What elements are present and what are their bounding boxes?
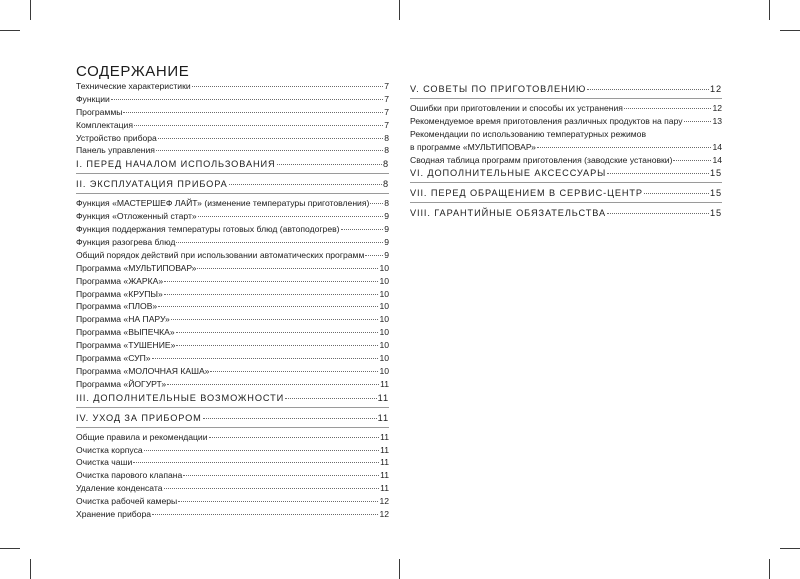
divider	[410, 98, 722, 99]
toc-section-2[interactable]: II. ЭКСПЛУАТАЦИЯ ПРИБОРА 8	[76, 179, 389, 190]
toc-entry[interactable]: Очистка корпуса 11	[76, 444, 389, 455]
crop-mark-top-right-h	[780, 30, 800, 31]
toc-section-4-list	[76, 431, 389, 521]
toc-entry[interactable]: Устройство прибора 8	[76, 132, 389, 143]
toc-entry[interactable]: Ошибки при приготовлении и способы их устранения 12	[410, 103, 722, 113]
toc-entry[interactable]: Функция «МАСТЕРШЕФ ЛАЙТ» (изменение температуры приготовления) 8	[76, 198, 389, 209]
toc-entry[interactable]: Функция «Отложенный старт» 9	[76, 211, 389, 222]
toc-entry[interactable]: Рекомендуемое время приготовления различных продуктов на пару 13	[410, 115, 722, 126]
toc-entry[interactable]: Функция поддержания температуры готовых блюд (автоподогрев) 9	[76, 224, 389, 235]
toc-entry[interactable]: Программа «МУЛЬТИПОВАР» 10	[76, 262, 389, 273]
toc-entry[interactable]: Панель управления 8	[76, 145, 389, 156]
toc-entry[interactable]: Программа «ЖАРКА» 10	[76, 275, 389, 286]
toc-section-1[interactable]: I. ПЕРЕД НАЧАЛОМ ИСПОЛЬЗОВАНИЯ 8	[76, 159, 389, 170]
divider	[76, 173, 389, 174]
toc-entry[interactable]: Удаление конденсата 11	[76, 483, 389, 494]
crop-mark-top-center	[399, 0, 400, 20]
toc-entry[interactable]: Программа «МОЛОЧНАЯ КАША» 10	[76, 365, 389, 376]
toc-entry[interactable]: Программа «ЙОГУРТ» 11	[76, 378, 389, 389]
toc-entry[interactable]: Программа «НА ПАРУ» 10	[76, 314, 389, 325]
crop-mark-top-right	[769, 0, 770, 20]
toc-section-7[interactable]: VII. ПЕРЕД ОБРАЩЕНИЕМ В СЕРВИС-ЦЕНТР 15	[410, 188, 722, 199]
crop-mark-bottom-center	[399, 559, 400, 579]
toc-entry[interactable]: Программа «КРУПЫ» 10	[76, 288, 389, 299]
crop-mark-bottom-right	[769, 559, 770, 579]
toc-entry[interactable]: Комплектация 7	[76, 119, 389, 130]
divider	[410, 182, 722, 183]
divider	[76, 407, 389, 408]
crop-mark-bottom-left	[30, 559, 31, 579]
toc-section-4[interactable]: IV. УХОД ЗА ПРИБОРОМ 11	[76, 412, 389, 423]
crop-mark-bottom-right-h	[780, 548, 800, 549]
toc-entry[interactable]: Очистка рабочей камеры 12	[76, 496, 389, 507]
toc-section-5[interactable]: V. СОВЕТЫ ПО ПРИГОТОВЛЕНИЮ 12	[410, 84, 722, 94]
crop-mark-top-left-h	[0, 30, 20, 31]
toc-entry[interactable]: Очистка парового клапана 11	[76, 470, 389, 481]
crop-mark-top-left	[30, 0, 31, 20]
toc-section-8[interactable]: VIII. ГАРАНТИЙНЫЕ ОБЯЗАТЕЛЬСТВА 15	[410, 208, 722, 219]
page-title: СОДЕРЖАНИЕ	[76, 63, 190, 80]
toc-entry[interactable]: Общий порядок действий при использовании автоматических программ 9	[76, 249, 389, 260]
crop-mark-bottom-left-h	[0, 548, 20, 549]
divider	[410, 202, 722, 203]
toc-entry[interactable]: Очистка чаши 11	[76, 457, 389, 468]
divider	[76, 427, 389, 428]
toc-entry[interactable]: Общие правила и рекомендации 11	[76, 431, 389, 442]
toc-entry[interactable]: Программы 7	[76, 106, 389, 117]
toc-entry[interactable]: Программа «ПЛОВ» 10	[76, 301, 389, 312]
toc-entry-line1[interactable]: Рекомендации по использованию температурных режимов	[410, 128, 647, 139]
toc-section-3[interactable]: III. ДОПОЛНИТЕЛЬНЫЕ ВОЗМОЖНОСТИ 11	[76, 392, 389, 403]
toc-entry[interactable]: Программа «СУП» 10	[76, 353, 389, 364]
toc-entry[interactable]: Функция разогрева блюд 9	[76, 237, 389, 248]
toc-entry[interactable]: Технические характеристики 7	[76, 81, 389, 91]
toc-entry[interactable]: Программа «ВЫПЕЧКА» 10	[76, 327, 389, 338]
toc-section-5-list	[410, 102, 722, 166]
divider	[76, 193, 389, 194]
toc-intro-list	[76, 80, 389, 157]
toc-section-6[interactable]: VI. ДОПОЛНИТЕЛЬНЫЕ АКСЕССУАРЫ 15	[410, 168, 722, 179]
toc-entry[interactable]: Программа «ТУШЕНИЕ» 10	[76, 340, 389, 351]
toc-entry-line2[interactable]: в программе «МУЛЬТИПОВАР» 14	[410, 141, 722, 152]
toc-entry[interactable]: Хранение прибора 12	[76, 509, 389, 520]
toc-entry[interactable]: Сводная таблица программ приготовления (заводские установки) 14	[410, 154, 722, 165]
toc-left-column	[76, 80, 389, 521]
toc-right-column	[410, 82, 722, 220]
toc-section-2-list	[76, 197, 389, 390]
toc-entry[interactable]: Функции 7	[76, 93, 389, 104]
